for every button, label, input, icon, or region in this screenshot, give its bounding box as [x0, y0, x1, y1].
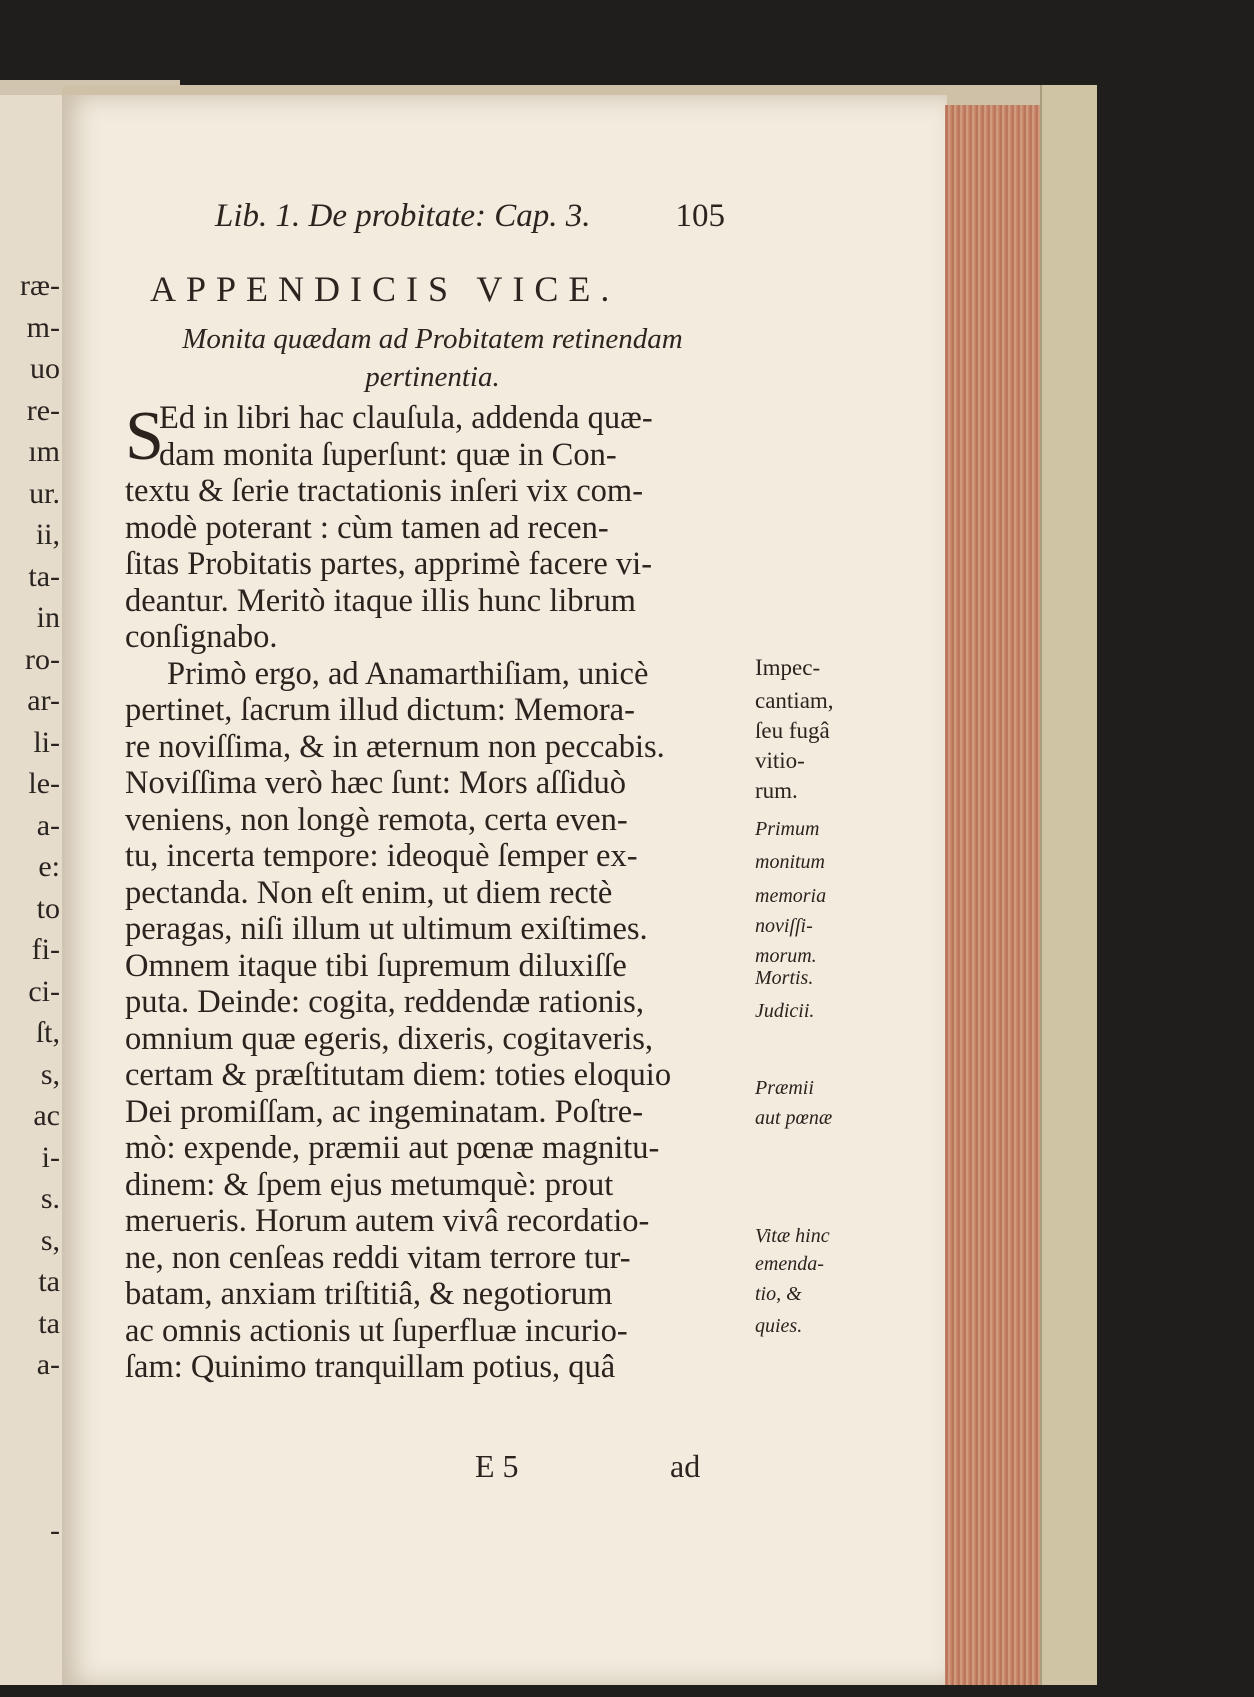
body-line: certam & præſtitutam diem: toties eloquio: [125, 1057, 672, 1093]
body-line: textu & ſerie tractationis inſeri vix com-: [125, 473, 644, 509]
left-page-fragment-line: le-: [28, 767, 60, 800]
body-line: dinem: & ſpem ejus metumquè: prout: [125, 1166, 614, 1203]
left-page-fragment: [0, 95, 62, 1685]
left-page-text: [0, 265, 62, 1552]
margin-note: Judicii.: [755, 1000, 815, 1022]
margin-note: rum.: [755, 778, 798, 803]
body-line: puta. Deinde: cogita, reddendæ rationis,: [125, 984, 644, 1020]
left-page-fragment-line: ta: [38, 1306, 60, 1340]
left-page-fragment-line: s,: [40, 1057, 60, 1091]
body-line: ac omnis actionis ut ſuperfluæ incurio-: [125, 1312, 628, 1349]
left-page-fragment-line: re-: [26, 393, 60, 427]
body-line: ſam: Quinimo tranquillam potius, quâ: [125, 1349, 616, 1385]
body-line: re noviſſima, & in æternum non peccabis.: [125, 728, 665, 765]
margin-note: noviſſi-: [755, 915, 813, 937]
left-page-fragment-line: ta-: [28, 559, 60, 593]
left-page-fragment-line: [0, 1427, 62, 1469]
margin-note: morum.: [755, 945, 817, 967]
section-title: APPENDICIS VICE.: [150, 269, 620, 309]
page-number: 105: [675, 198, 725, 234]
left-page-fragment-line: -: [50, 1514, 60, 1547]
margin-note: Præmii: [755, 1077, 814, 1099]
left-page-fragment-line: a-: [36, 1348, 60, 1381]
margin-note: ſeu fugâ: [755, 718, 830, 743]
left-page-fragment-line: ii,: [35, 518, 60, 551]
signature-mark: E 5: [475, 1448, 519, 1484]
left-page-fragment-line: ta: [38, 1265, 60, 1298]
left-page-fragment-line: e:: [38, 850, 60, 883]
left-page-fragment-line: uo: [30, 352, 60, 385]
left-page-fragment-line: ur.: [29, 476, 60, 510]
margin-note: vitio-: [755, 748, 805, 773]
left-page-fragment-line: s,: [40, 1223, 60, 1257]
body-line: veniens, non longè remota, certa even-: [125, 801, 628, 838]
left-page-fragment-line: [0, 1469, 62, 1511]
left-page-fragment-line: i-: [41, 1140, 60, 1174]
margin-note: emenda-: [755, 1253, 824, 1275]
margin-note: monitum: [755, 851, 825, 873]
left-page-fragment-line: ci-: [28, 974, 60, 1008]
body-line: pectanda. Non eſt enim, ut diem rectè: [125, 874, 613, 911]
catchword: ad: [670, 1448, 701, 1484]
margin-note: Mortis.: [755, 967, 814, 989]
margin-note: memoria: [755, 885, 827, 907]
body-line: Ed in libri hac clauſula, addenda quæ-: [159, 400, 653, 436]
page-edges: [945, 105, 1047, 1685]
margin-note: quies.: [755, 1315, 803, 1337]
body-line: Noviſſima verò hæc ſunt: Mors aſſiduò: [125, 765, 626, 801]
left-page-fragment-line: ſt,: [35, 1016, 60, 1049]
body-text: [125, 400, 750, 1386]
margin-note: Vitæ hinc: [755, 1225, 830, 1247]
book-cover-edge: [1040, 85, 1097, 1685]
left-page-fragment-line: fi-: [31, 933, 60, 966]
margin-note: aut pœnæ: [755, 1107, 833, 1129]
left-page-fragment-line: a-: [36, 808, 60, 842]
left-page-fragment-line: [0, 1386, 62, 1428]
left-page-fragment-line: to: [36, 891, 60, 925]
body-line: Omnem itaque tibi ſupremum diluxiſſe: [125, 947, 627, 984]
running-title: Lib. 1. De probitate: Cap. 3.: [215, 198, 591, 234]
left-page-fragment-line: in: [36, 601, 60, 634]
margin-note: Impec-: [755, 655, 821, 680]
body-line: modè poterant : cùm tamen ad recen-: [125, 509, 609, 546]
body-line: ſitas Probitatis partes, apprimè facere vi-: [125, 546, 653, 582]
margin-note: Primum: [755, 818, 820, 840]
body-line: mò: expende, præmii aut pœnæ magnitu-: [125, 1130, 660, 1166]
left-page-fragment-line: ro-: [25, 642, 60, 676]
body-line: Dei promiſſam, ac ingeminatam. Poſtre-: [125, 1093, 644, 1130]
section-subtitle: Monita quædam ad Probitatem retinendam pertinentia.: [182, 323, 683, 393]
left-page-fragment-line: ac: [33, 1099, 60, 1132]
body-line: merueris. Horum autem vivâ recordatio-: [125, 1203, 650, 1239]
left-page-fragment-line: s.: [40, 1182, 60, 1215]
body-line: ne, non cenſeas reddi vitam terrore tur-: [125, 1239, 631, 1276]
body-line: conſignabo.: [125, 619, 278, 655]
left-page-fragment-line: li-: [33, 725, 60, 759]
running-header: [215, 198, 725, 235]
body-line: tu, incerta tempore: ideoquè ſemper ex-: [125, 838, 638, 874]
body-line: dam monita ſuperſunt: quæ in Con-: [159, 436, 617, 473]
left-page-fragment-line: m-: [26, 310, 60, 344]
body-line: pertinet, ſacrum illud dictum: Memora-: [125, 692, 635, 728]
drop-cap: S: [125, 398, 164, 475]
left-page-fragment-line: ım: [28, 435, 60, 468]
body-line: batam, anxiam triſtitiâ, & negotiorum: [125, 1276, 613, 1312]
body-line: omnium quæ egeris, dixeris, cogitaveris,: [125, 1020, 654, 1057]
body-line: peragas, niſi illum ut ultimum exiſtimes.: [125, 911, 648, 947]
margin-note: cantiam,: [755, 688, 834, 713]
left-page-fragment-line: ar-: [27, 684, 60, 717]
margin-note: tio, &: [755, 1283, 802, 1305]
left-page-fragment-line: ræ-: [20, 269, 60, 302]
body-line: deantur. Meritò itaque illis hunc librum: [125, 582, 636, 619]
body-line: Primò ergo, ad Anamarthiſiam, unicè: [167, 655, 649, 692]
